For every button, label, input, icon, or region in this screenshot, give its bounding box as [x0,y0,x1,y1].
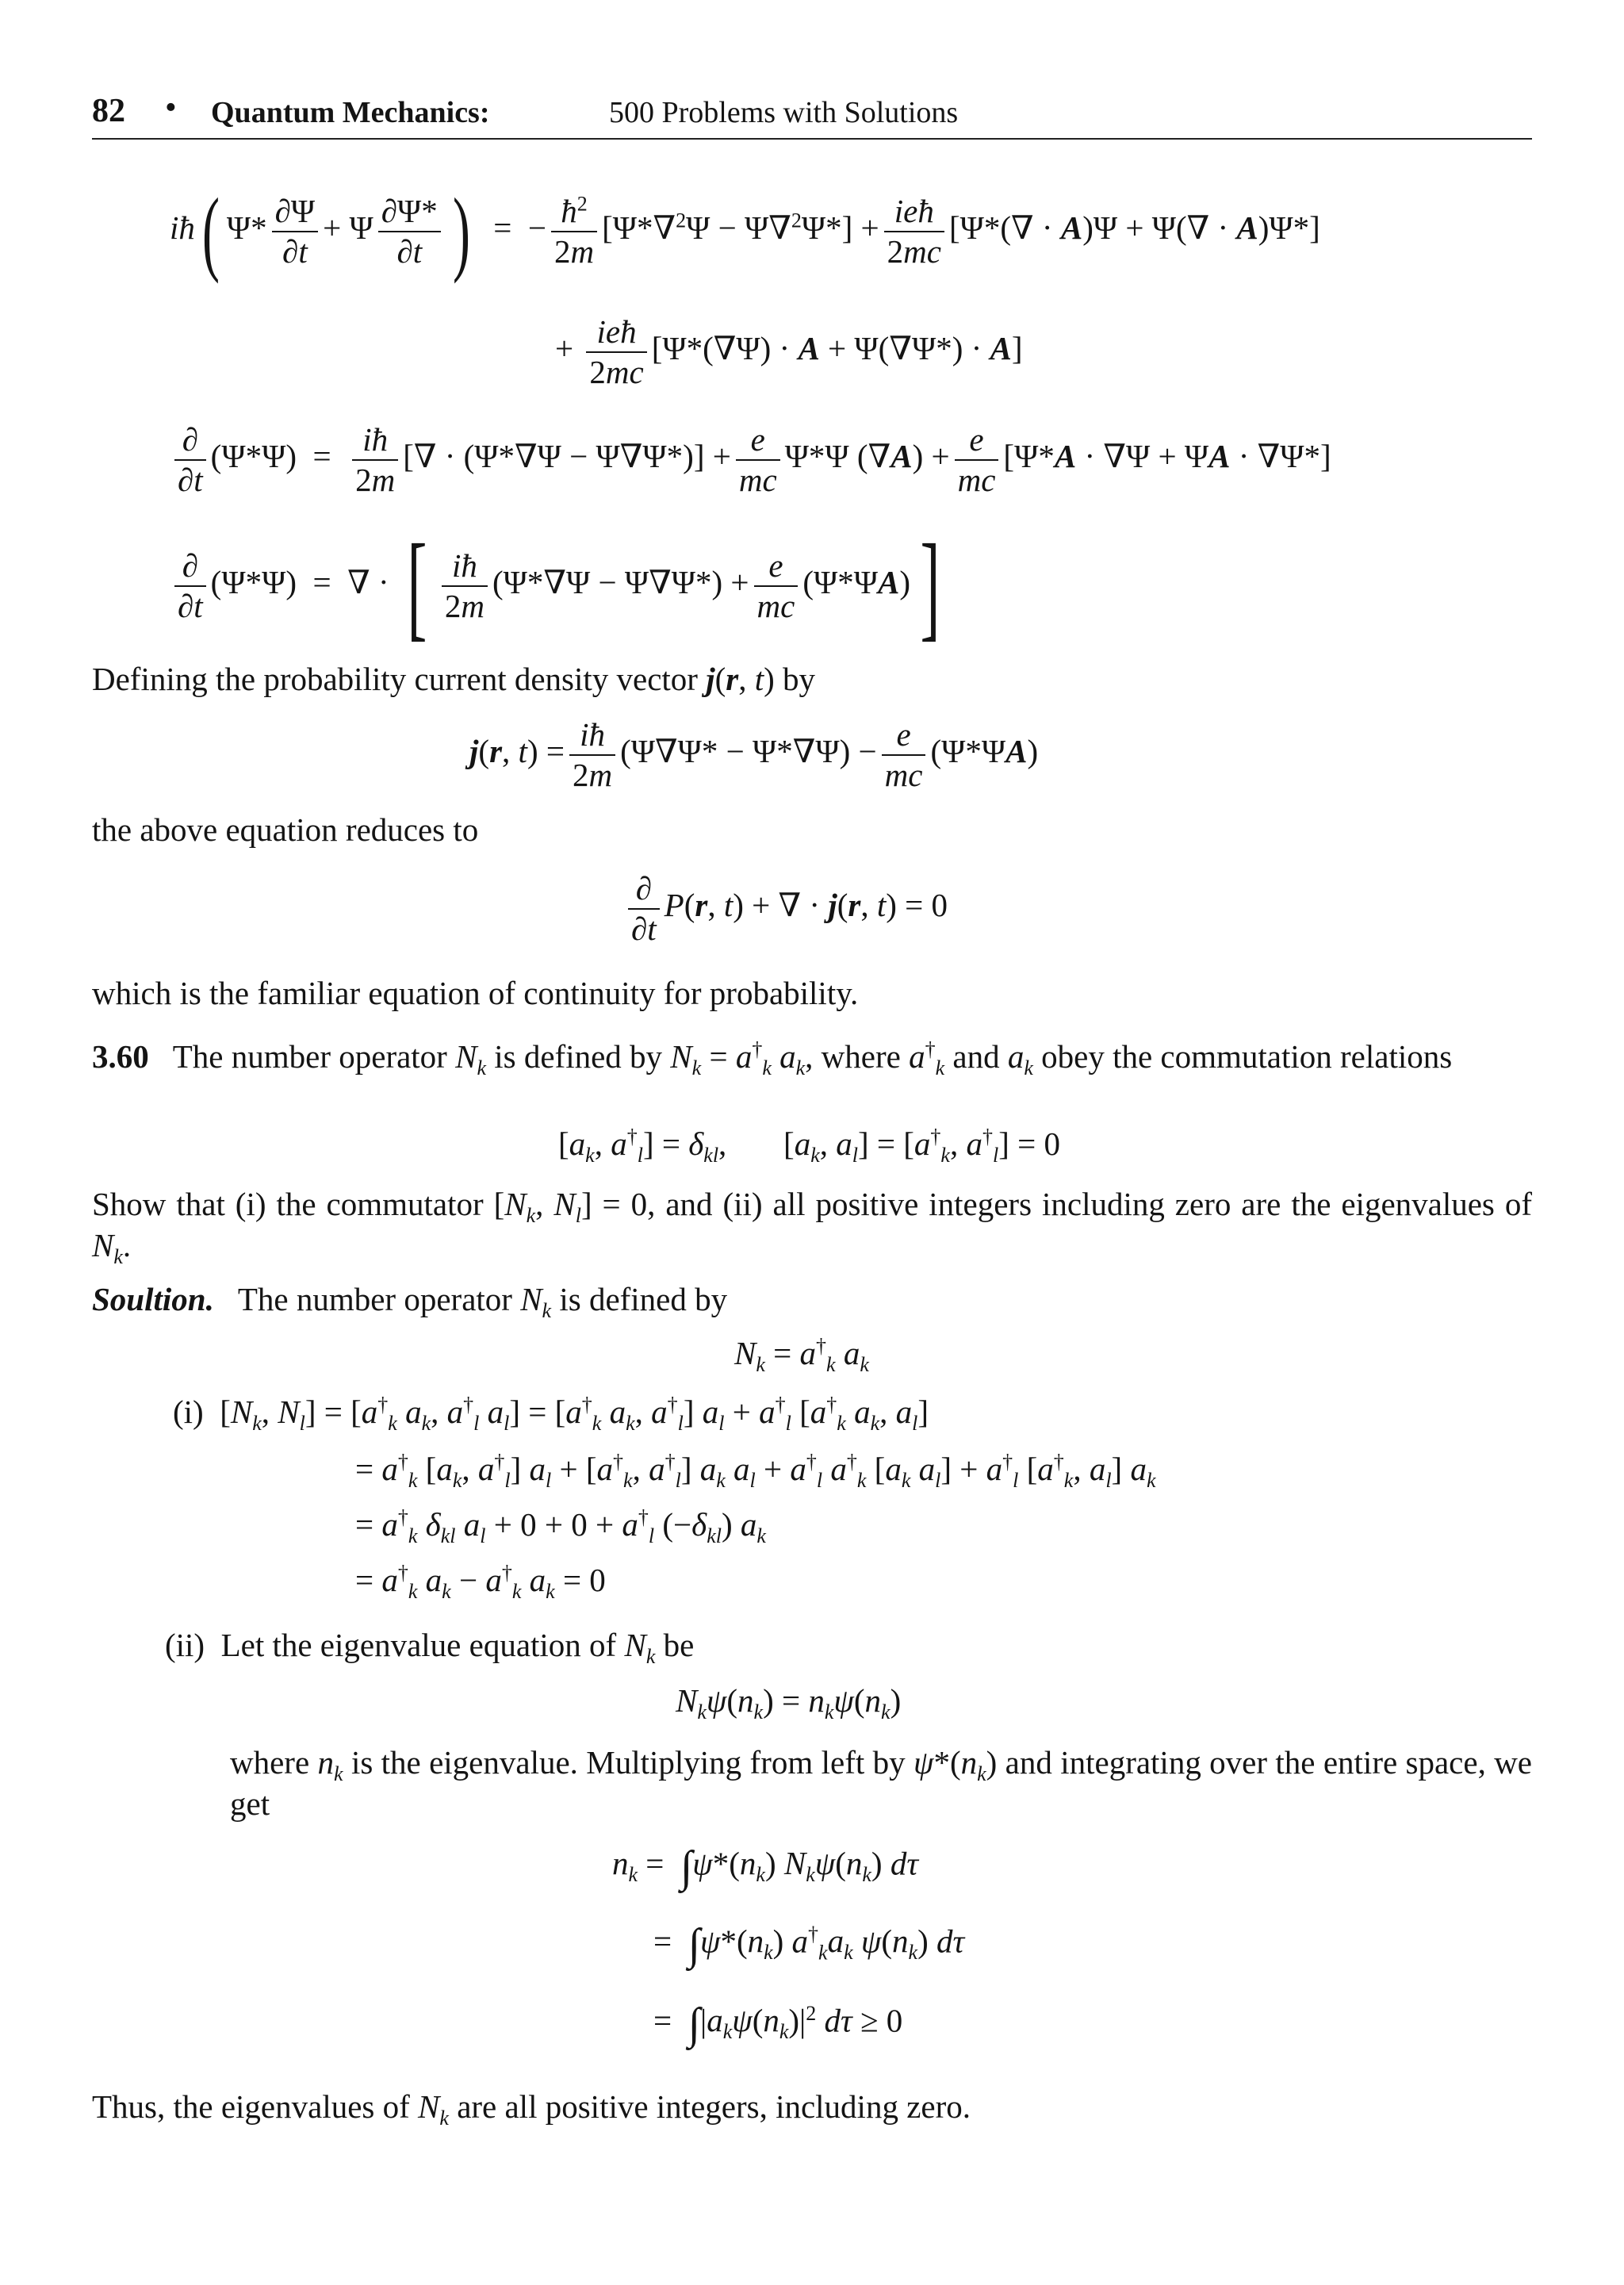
continuity-text: $\frac{\partial}{\partial t}$ P(r, t) + ∇ · j(r, t) = 0 [623,887,948,923]
where-nk: where $n_k$ is the eigenvalue. Multiplying from left by $\psi*(n_k)$ and integrating over the entire space, we get [230,1744,1532,1822]
page-number: 82 [92,93,125,129]
eq1-line2-text: + $\frac{\text{ieħ}}{2mc}$ [Ψ*(∇Ψ) · A + Ψ(∇Ψ*) · A] [555,313,1023,390]
nk-line-2: = $\int\psi*(n_k)$ $a^\dagger_ka_k$ $\psi(n_k)$ dτ [653,1920,965,1969]
equation-current-density [469,716,1039,793]
equation-eigenvalue: $N_k\psi(n_k) = n_k\psi(n_k)$ [676,1682,902,1724]
part-i-line-4: = $a^\dagger_k$ $a_k - a^\dagger_k$ $a_k = 0$ [355,1561,606,1604]
equation-3 [170,520,950,652]
book-subtitle: 500 Problems with Solutions [609,96,959,129]
nk-line-1: $n_k = \int\psi*(n_k)$ $N_k\psi(n_k)$ dτ [612,1842,919,1892]
equation-number-operator: $N_k = a^\dagger_k$ $a_k$ [734,1334,869,1377]
solution-intro: Soultion. The number operator $N_k$ is defined by [92,1281,728,1323]
part-i-line-3: = $a^\dagger_k$ $\delta_{kl}$ $a_l + 0 + 0 + a^\dagger_l$ $(-\delta_{kl})$ $a_k$ [355,1505,766,1548]
equation-2 [170,421,1331,498]
paragraph-defining: Defining the probability current density vector j(r, t) by [92,661,816,697]
current-density-text: j(r, t) = $\frac{iħ}{2m}$ (Ψ∇Ψ* − Ψ*∇Ψ) − $\frac{e}{mc}$ (Ψ*ΨA) [469,716,1039,793]
part-i-line-1: (i) [$N_k$, $N_l] = [a^\dagger_k$ $a_k$, $a^\dagger_l$ $a_l] = [a^\dagger_k$ $a_k$, $a^\dagger_l$] $a_l + a^\dagger_l$ [$a^\dagger_k$ $a_k$, $a_l$] [173,1393,929,1436]
problem-number: 3.60 [92,1038,149,1075]
equation-continuity [623,872,948,945]
nk-line-3: = $\int|a_k\psi(n_k)|^2$ dτ ≥ 0 [653,1999,903,2049]
equation-commutation [558,1125,1060,1167]
eq3-text: $\frac{\partial}{\partial t}$ (Ψ*Ψ) = ∇ · [ $\frac{iħ}{2m}$ (Ψ*∇Ψ − Ψ∇Ψ*) + $\frac{e}{mc}$ (Ψ*ΨA)] [170,564,950,600]
running-header [92,89,1532,140]
part-ii-intro: (ii) Let the eigenvalue equation of $N_k$ be [165,1627,695,1669]
solution-label: Soultion. [92,1281,214,1317]
book-title: Quantum Mechanics: [211,96,490,129]
header-bullet: • [165,90,177,126]
paragraph-reduces: the above equation reduces to [92,811,479,848]
show-that: Show that (i) the commutator [$N_k$, $N_l] = 0$, and (ii) all positive integers including zero are the eigenvalues of $N_k$. [92,1186,1532,1269]
equation-1-line-2 [555,313,1023,390]
problem-statement: 3.60 The number operator $N_k$ is defined by $N_k = a^\dagger_k$ $a_k$, where $a^\dagger_k$ and $a_k$ obey the commutation relations [92,1037,1453,1080]
commutation-text: [$a_k$, $a^\dagger_l] = \delta_{kl}$, [$a_k$, $a_l] = [a^\dagger_k$, $a^\dagger_l] = 0$ [558,1125,1060,1167]
eq1-line1-text: iħ( Ψ* $\frac{\partial\Psi}{\partial t}$ + Ψ $\frac{\partial\Psi*}{\partial t}$ ) = − $\frac{ħ^2}{2m}$ [Ψ*∇$^2$Ψ − Ψ∇$^2$Ψ*] + $\frac{\text{ieħ}}{2mc}$ [Ψ*(∇ · A)Ψ + Ψ(∇ · A)Ψ*] [170,178,1320,284]
part-i-line-2: = $a^\dagger_k$ [$a_k$, $a^\dagger_l$] $a_l + [a^\dagger_k$, $a^\dagger_l$] $a_k$ $a_l + a^\dagger_l$ $a^\dagger_k$ [$a_k$ $a_l] + a^\dagger_l$ [$a^\dagger_k$, $a_l$] $a_k$ [355,1450,1156,1493]
paragraph-familiar: which is the familiar equation of continuity for probability. [92,975,859,1011]
conclusion: Thus, the eigenvalues of $N_k$ are all positive integers, including zero. [92,2088,971,2130]
equation-1-line-1 [170,178,1320,284]
eq2-text: $\frac{\partial}{\partial t}$ (Ψ*Ψ) = $\frac{iħ}{2m}$ [∇ · (Ψ*∇Ψ − Ψ∇Ψ*)] + $\frac{e}{mc}$ Ψ*Ψ (∇A) + $\frac{e}{mc}$ [Ψ*A · ∇Ψ + ΨA · ∇Ψ*] [170,438,1331,474]
